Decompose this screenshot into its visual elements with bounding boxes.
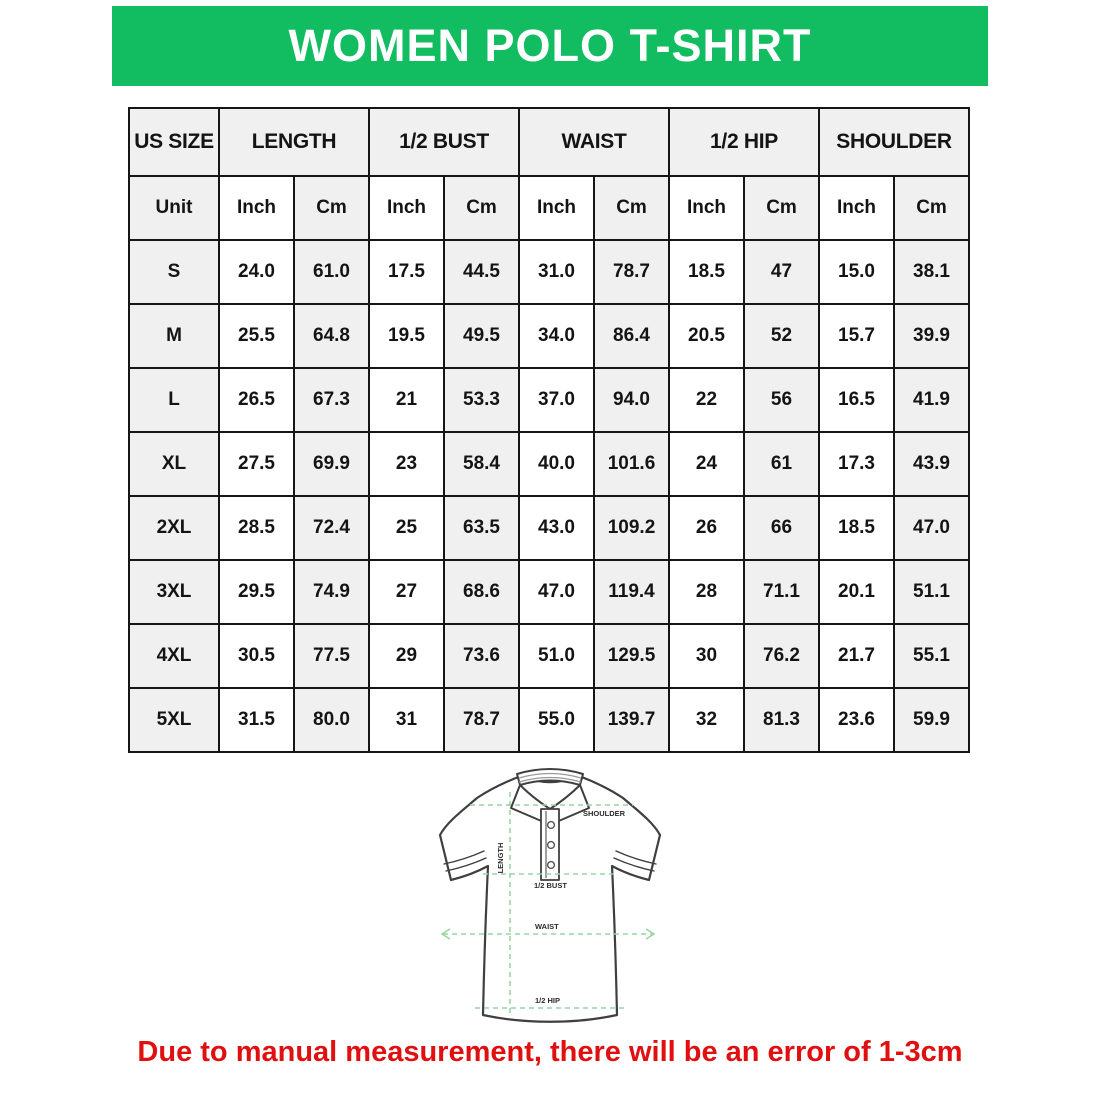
unit-cell: Unit bbox=[129, 176, 219, 240]
measurement-cell: 17.5 bbox=[369, 240, 444, 304]
measurement-cell: 55.0 bbox=[519, 688, 594, 752]
size-label-cell: 5XL bbox=[129, 688, 219, 752]
measurement-cell: 22 bbox=[669, 368, 744, 432]
measurement-cell: 20.1 bbox=[819, 560, 894, 624]
measurement-cell: 47.0 bbox=[894, 496, 969, 560]
table-row bbox=[129, 624, 969, 688]
measurement-cell: 29.5 bbox=[219, 560, 294, 624]
measurement-cell: 80.0 bbox=[294, 688, 369, 752]
measurement-cell: 43.0 bbox=[519, 496, 594, 560]
measurement-cell: 15.7 bbox=[819, 304, 894, 368]
button-3 bbox=[548, 862, 555, 869]
measurement-cell: 26.5 bbox=[219, 368, 294, 432]
size-chart-table bbox=[128, 107, 970, 753]
size-label-cell: M bbox=[129, 304, 219, 368]
unit-cell: Cm bbox=[444, 176, 519, 240]
table-row bbox=[129, 304, 969, 368]
measurement-disclaimer: Due to manual measurement, there will be an error of 1-3cm bbox=[137, 1036, 963, 1068]
measurement-cell: 43.9 bbox=[894, 432, 969, 496]
measurement-cell: 28 bbox=[669, 560, 744, 624]
measurement-cell: 76.2 bbox=[744, 624, 819, 688]
measurement-cell: 39.9 bbox=[894, 304, 969, 368]
size-label-cell: L bbox=[129, 368, 219, 432]
table-row bbox=[129, 240, 969, 304]
measurement-cell: 59.9 bbox=[894, 688, 969, 752]
measurement-cell: 40.0 bbox=[519, 432, 594, 496]
measurement-cell: 19.5 bbox=[369, 304, 444, 368]
table-group-header-row bbox=[129, 108, 969, 176]
unit-cell: Cm bbox=[744, 176, 819, 240]
polo-shirt-diagram bbox=[425, 758, 675, 1043]
unit-cell: Inch bbox=[669, 176, 744, 240]
group-header-cell: 1/2 HIP bbox=[669, 108, 819, 176]
measurement-cell: 53.3 bbox=[444, 368, 519, 432]
group-header-cell: LENGTH bbox=[219, 108, 369, 176]
measurement-cell: 77.5 bbox=[294, 624, 369, 688]
measurement-cell: 25 bbox=[369, 496, 444, 560]
button-2 bbox=[548, 842, 555, 849]
group-header-cell: 1/2 BUST bbox=[369, 108, 519, 176]
measurement-cell: 34.0 bbox=[519, 304, 594, 368]
measurement-cell: 51.0 bbox=[519, 624, 594, 688]
measurement-cell: 26 bbox=[669, 496, 744, 560]
measurement-cell: 64.8 bbox=[294, 304, 369, 368]
measurement-cell: 81.3 bbox=[744, 688, 819, 752]
size-label-cell: 3XL bbox=[129, 560, 219, 624]
measurement-cell: 30.5 bbox=[219, 624, 294, 688]
title-banner bbox=[112, 6, 988, 86]
measurement-cell: 23 bbox=[369, 432, 444, 496]
measurement-cell: 20.5 bbox=[669, 304, 744, 368]
measurement-cell: 21 bbox=[369, 368, 444, 432]
group-header-cell: SHOULDER bbox=[819, 108, 969, 176]
measurement-cell: 61.0 bbox=[294, 240, 369, 304]
measurement-cell: 37.0 bbox=[519, 368, 594, 432]
measurement-cell: 119.4 bbox=[594, 560, 669, 624]
measurement-cell: 15.0 bbox=[819, 240, 894, 304]
size-label-cell: 2XL bbox=[129, 496, 219, 560]
table-row bbox=[129, 496, 969, 560]
unit-cell: Inch bbox=[819, 176, 894, 240]
table-row bbox=[129, 368, 969, 432]
measurement-cell: 17.3 bbox=[819, 432, 894, 496]
measurement-cell: 86.4 bbox=[594, 304, 669, 368]
table-row bbox=[129, 688, 969, 752]
unit-cell: Inch bbox=[369, 176, 444, 240]
measurement-cell: 31.0 bbox=[519, 240, 594, 304]
measurement-cell: 31 bbox=[369, 688, 444, 752]
measurement-cell: 23.6 bbox=[819, 688, 894, 752]
table-row bbox=[129, 432, 969, 496]
measurement-cell: 18.5 bbox=[819, 496, 894, 560]
measurement-cell: 24.0 bbox=[219, 240, 294, 304]
measurement-cell: 74.9 bbox=[294, 560, 369, 624]
unit-cell: Cm bbox=[894, 176, 969, 240]
measurement-cell: 71.1 bbox=[744, 560, 819, 624]
measurement-cell: 29 bbox=[369, 624, 444, 688]
measurement-cell: 31.5 bbox=[219, 688, 294, 752]
measurement-cell: 61 bbox=[744, 432, 819, 496]
unit-cell: Cm bbox=[294, 176, 369, 240]
measurement-cell: 18.5 bbox=[669, 240, 744, 304]
measurement-cell: 52 bbox=[744, 304, 819, 368]
button-1 bbox=[548, 822, 555, 829]
polo-shirt-illustration bbox=[425, 758, 675, 1043]
waist-label: WAIST bbox=[535, 922, 559, 931]
measurement-cell: 21.7 bbox=[819, 624, 894, 688]
unit-cell: Inch bbox=[519, 176, 594, 240]
measurement-cell: 47.0 bbox=[519, 560, 594, 624]
measurement-cell: 129.5 bbox=[594, 624, 669, 688]
shoulder-label: SHOULDER bbox=[583, 809, 626, 818]
measurement-cell: 66 bbox=[744, 496, 819, 560]
size-label-cell: XL bbox=[129, 432, 219, 496]
measurement-cell: 38.1 bbox=[894, 240, 969, 304]
measurement-cell: 78.7 bbox=[594, 240, 669, 304]
measurement-cell: 16.5 bbox=[819, 368, 894, 432]
unit-cell: Cm bbox=[594, 176, 669, 240]
hip-label: 1/2 HIP bbox=[535, 996, 561, 1005]
measurement-cell: 27.5 bbox=[219, 432, 294, 496]
bust-label: 1/2 BUST bbox=[534, 881, 567, 890]
measurement-cell: 94.0 bbox=[594, 368, 669, 432]
measurement-cell: 139.7 bbox=[594, 688, 669, 752]
measurement-cell: 67.3 bbox=[294, 368, 369, 432]
measurement-cell: 72.4 bbox=[294, 496, 369, 560]
measurement-cell: 32 bbox=[669, 688, 744, 752]
measurement-cell: 73.6 bbox=[444, 624, 519, 688]
measurement-cell: 30 bbox=[669, 624, 744, 688]
size-label-cell: S bbox=[129, 240, 219, 304]
measurement-cell: 24 bbox=[669, 432, 744, 496]
size-table-body bbox=[129, 108, 969, 752]
measurement-cell: 101.6 bbox=[594, 432, 669, 496]
group-header-cell: US SIZE bbox=[129, 108, 219, 176]
measurement-cell: 63.5 bbox=[444, 496, 519, 560]
group-header-cell: WAIST bbox=[519, 108, 669, 176]
measurement-cell: 109.2 bbox=[594, 496, 669, 560]
measurement-cell: 68.6 bbox=[444, 560, 519, 624]
length-label: LENGTH bbox=[496, 842, 505, 874]
measurement-cell: 51.1 bbox=[894, 560, 969, 624]
measurement-cell: 56 bbox=[744, 368, 819, 432]
unit-cell: Inch bbox=[219, 176, 294, 240]
measurement-cell: 27 bbox=[369, 560, 444, 624]
measurement-cell: 58.4 bbox=[444, 432, 519, 496]
measurement-cell: 55.1 bbox=[894, 624, 969, 688]
measurement-cell: 25.5 bbox=[219, 304, 294, 368]
page-title: WOMEN POLO T-SHIRT bbox=[288, 20, 812, 71]
table-unit-row bbox=[129, 176, 969, 240]
measurement-cell: 69.9 bbox=[294, 432, 369, 496]
measurement-cell: 41.9 bbox=[894, 368, 969, 432]
table-row bbox=[129, 560, 969, 624]
measurement-cell: 28.5 bbox=[219, 496, 294, 560]
measurement-cell: 47 bbox=[744, 240, 819, 304]
measurement-cell: 44.5 bbox=[444, 240, 519, 304]
measurement-cell: 78.7 bbox=[444, 688, 519, 752]
size-label-cell: 4XL bbox=[129, 624, 219, 688]
measurement-cell: 49.5 bbox=[444, 304, 519, 368]
